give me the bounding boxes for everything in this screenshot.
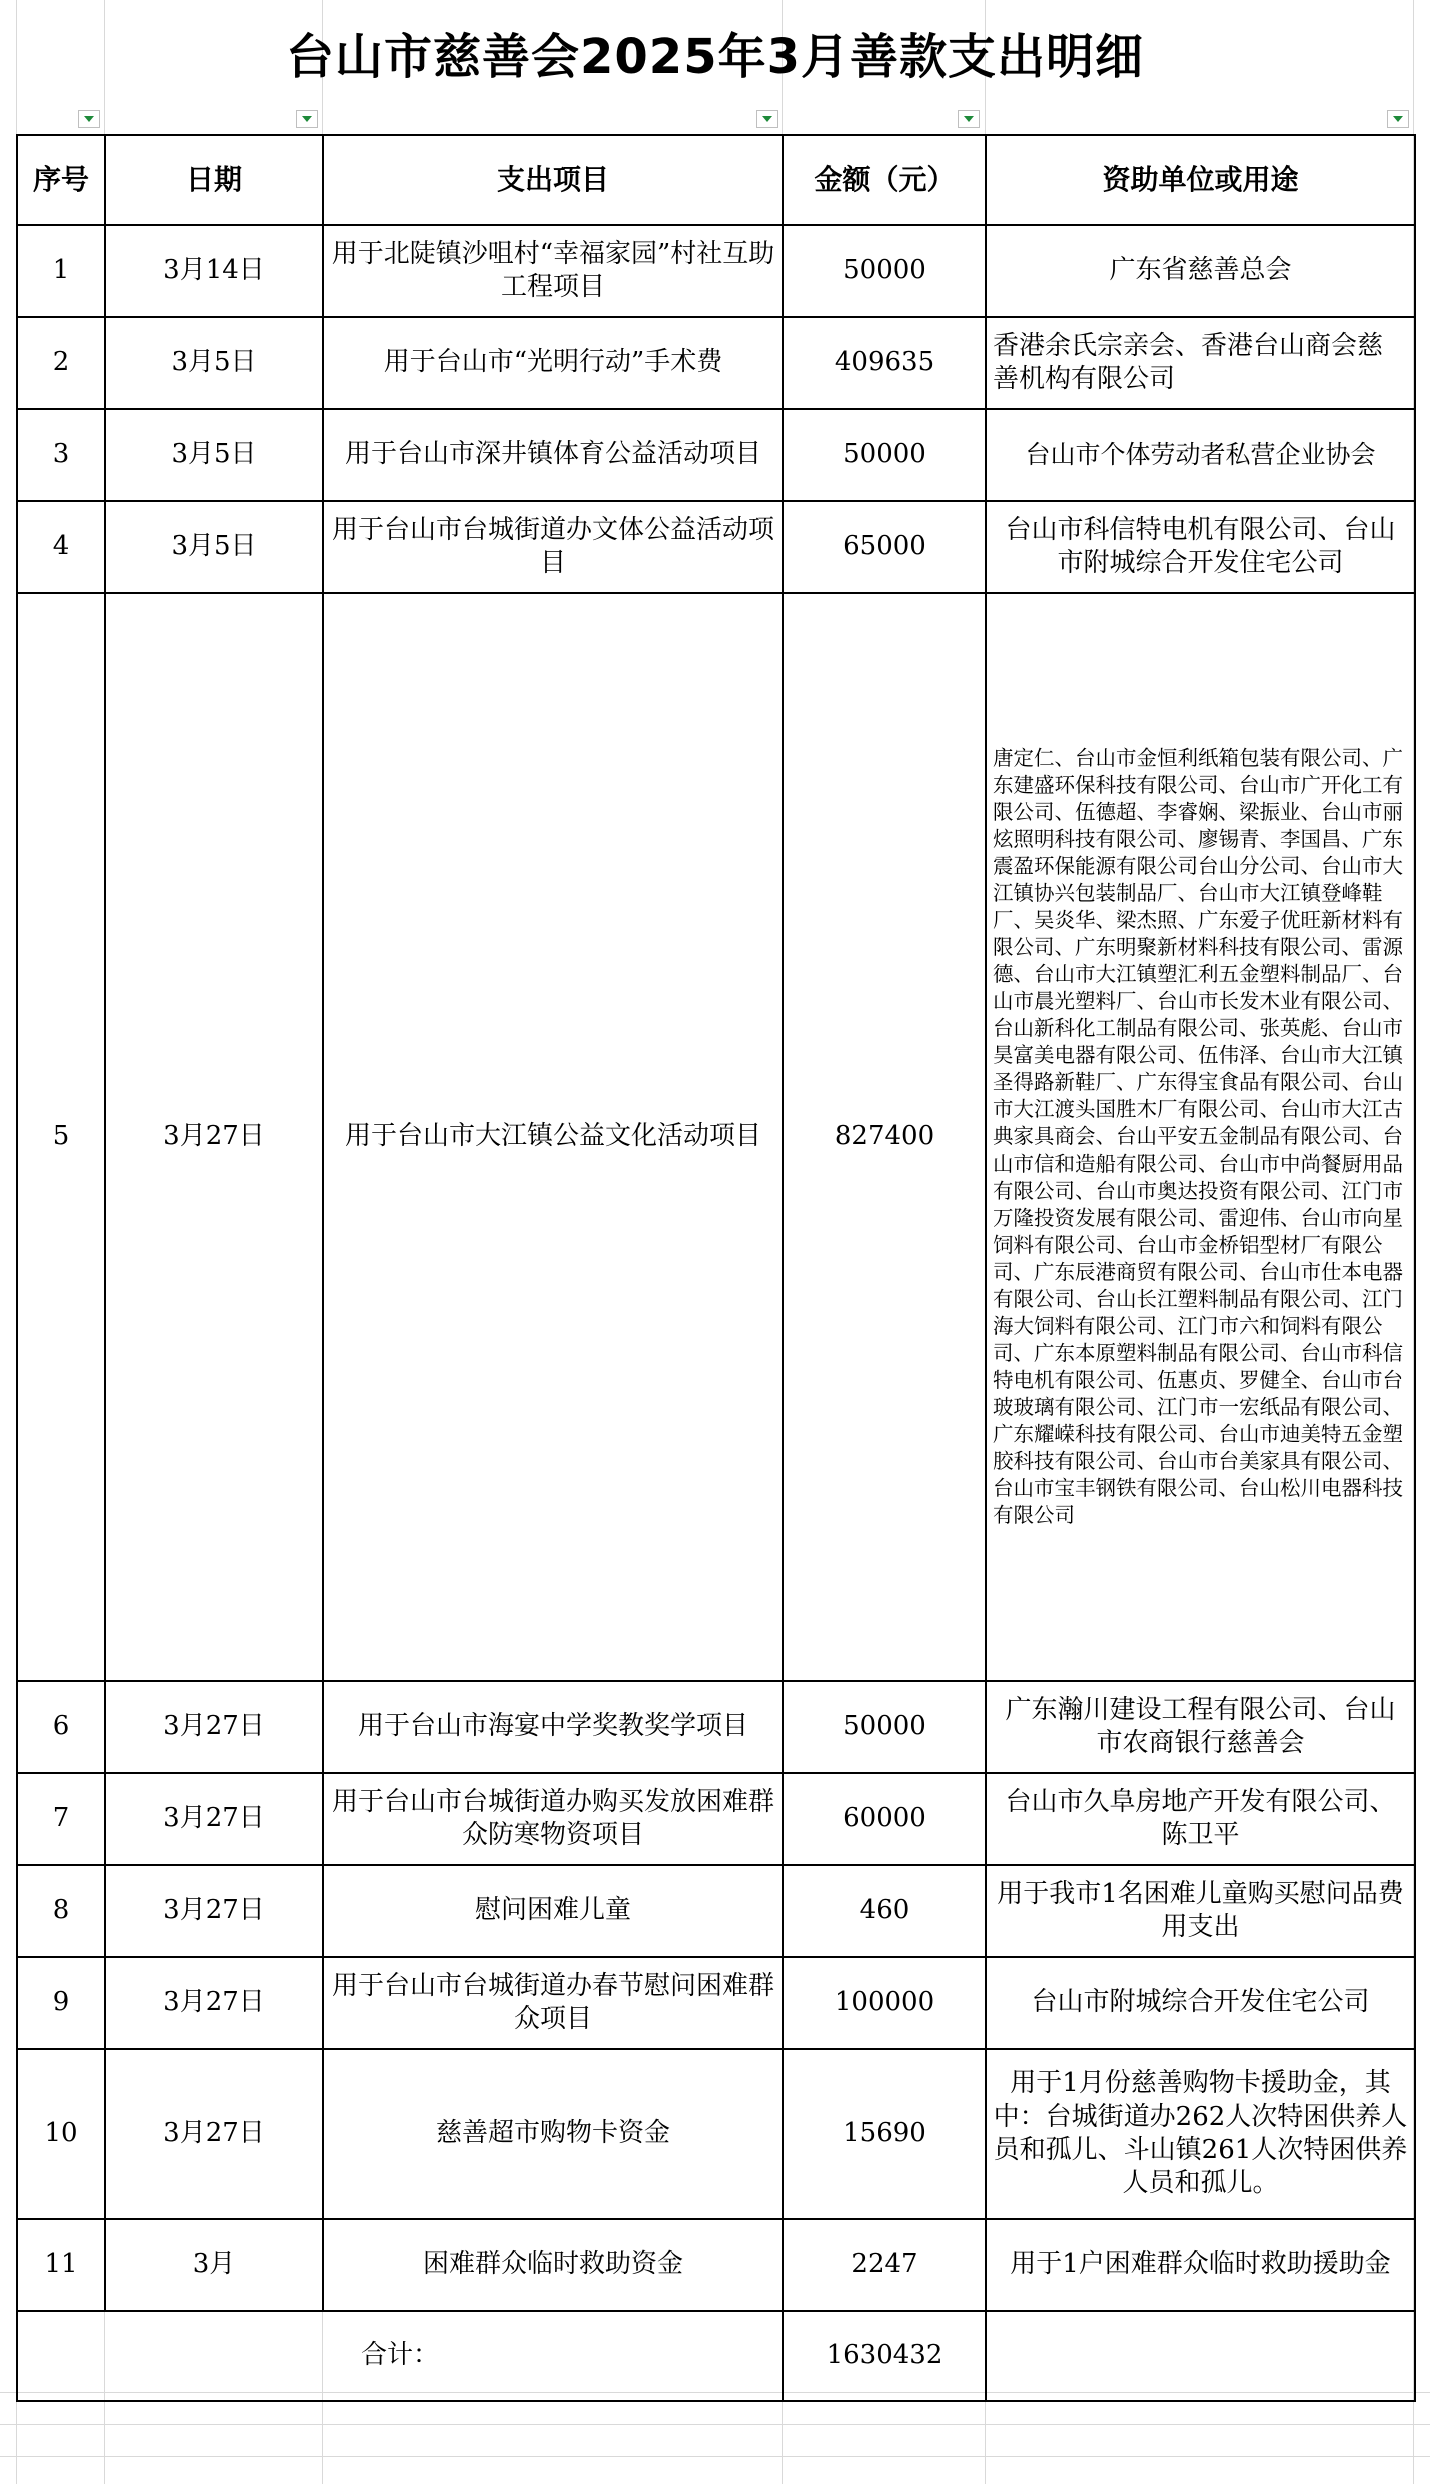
- cell-donor: 台山市个体劳动者私营企业协会: [986, 409, 1415, 501]
- cell-amount: 409635: [783, 317, 986, 409]
- header-item: 支出项目: [323, 135, 783, 225]
- header-date: 日期: [105, 135, 323, 225]
- cell-no: 1: [17, 225, 105, 317]
- cell-amount: 827400: [783, 593, 986, 1681]
- cell-donor: 用于1户困难群众临时救助援助金: [986, 2219, 1415, 2311]
- table-row: [17, 2219, 1415, 2311]
- cell-donor: 台山市附城综合开发住宅公司: [986, 1957, 1415, 2049]
- cell-donor: 用于1月份慈善购物卡援助金，其中：台城街道办262人次特困供养人员和孤儿、斗山镇261人次特困供养人员和孤儿。: [986, 2049, 1415, 2219]
- cell-item: 慰问困难儿童: [323, 1865, 783, 1957]
- header-donor: 资助单位或用途: [986, 135, 1415, 225]
- cell-no: 8: [17, 1865, 105, 1957]
- cell-no: 3: [17, 409, 105, 501]
- cell-item: 用于台山市深井镇体育公益活动项目: [323, 409, 783, 501]
- table-row: [17, 1957, 1415, 2049]
- cell-amount: 60000: [783, 1773, 986, 1865]
- cell-no: 7: [17, 1773, 105, 1865]
- cell-item: 用于台山市台城街道办购买发放困难群众防寒物资项目: [323, 1773, 783, 1865]
- table-row: [17, 1773, 1415, 1865]
- cell-donor: 广东瀚川建设工程有限公司、台山市农商银行慈善会: [986, 1681, 1415, 1773]
- sheet-title: 台山市慈善会2025年3月善款支出明细: [286, 29, 1144, 85]
- cell-amount: 100000: [783, 1957, 986, 2049]
- cell-item: 用于台山市海宴中学奖教奖学项目: [323, 1681, 783, 1773]
- cell-donor: 台山市科信特电机有限公司、台山市附城综合开发住宅公司: [986, 501, 1415, 593]
- filter-dropdown-icon[interactable]: [958, 110, 980, 128]
- table-row: [17, 1865, 1415, 1957]
- cell-donor: 用于我市1名困难儿童购买慰问品费用支出: [986, 1865, 1415, 1957]
- filter-dropdown-icon[interactable]: [78, 110, 100, 128]
- cell-amount: 50000: [783, 409, 986, 501]
- table-row: [17, 409, 1415, 501]
- cell-amount: 50000: [783, 225, 986, 317]
- table-row: [17, 593, 1415, 1681]
- header-no: 序号: [17, 135, 105, 225]
- expenditure-table: [16, 134, 1416, 2402]
- cell-no: 11: [17, 2219, 105, 2311]
- cell-date: 3月27日: [105, 1865, 323, 1957]
- cell-amount: 65000: [783, 501, 986, 593]
- cell-date: 3月27日: [105, 1773, 323, 1865]
- cell-amount: 50000: [783, 1681, 986, 1773]
- table-row: [17, 501, 1415, 593]
- cell-no: 5: [17, 593, 105, 1681]
- filter-dropdown-icon[interactable]: [756, 110, 778, 128]
- cell-no: 10: [17, 2049, 105, 2219]
- cell-date: 3月27日: [105, 593, 323, 1681]
- filter-dropdown-icon[interactable]: [296, 110, 318, 128]
- cell-item: 用于台山市台城街道办春节慰问困难群众项目: [323, 1957, 783, 2049]
- total-row: [17, 2311, 1415, 2401]
- cell-donor: 香港余氏宗亲会、香港台山商会慈善机构有限公司: [986, 317, 1415, 409]
- cell-date: 3月: [105, 2219, 323, 2311]
- cell-no: 9: [17, 1957, 105, 2049]
- total-label: 合计：: [17, 2311, 783, 2401]
- cell-no: 4: [17, 501, 105, 593]
- cell-date: 3月5日: [105, 317, 323, 409]
- cell-date: 3月27日: [105, 1957, 323, 2049]
- cell-date: 3月27日: [105, 1681, 323, 1773]
- table-row: [17, 1681, 1415, 1773]
- cell-date: 3月14日: [105, 225, 323, 317]
- cell-item: 用于台山市大江镇公益文化活动项目: [323, 593, 783, 1681]
- header-amount: 金额（元）: [783, 135, 986, 225]
- cell-item: 慈善超市购物卡资金: [323, 2049, 783, 2219]
- cell-no: 2: [17, 317, 105, 409]
- cell-item: 用于台山市台城街道办文体公益活动项目: [323, 501, 783, 593]
- cell-date: 3月5日: [105, 501, 323, 593]
- cell-item: 用于台山市“光明行动”手术费: [323, 317, 783, 409]
- cell-no: 6: [17, 1681, 105, 1773]
- filter-dropdown-icon[interactable]: [1387, 110, 1409, 128]
- total-empty: [986, 2311, 1415, 2401]
- cell-item: 用于北陡镇沙咀村“幸福家园”村社互助工程项目: [323, 225, 783, 317]
- cell-donor: 广东省慈善总会: [986, 225, 1415, 317]
- cell-amount: 460: [783, 1865, 986, 1957]
- total-amount: 1630432: [783, 2311, 986, 2401]
- cell-donor: 台山市久阜房地产开发有限公司、陈卫平: [986, 1773, 1415, 1865]
- cell-date: 3月27日: [105, 2049, 323, 2219]
- cell-item: 困难群众临时救助资金: [323, 2219, 783, 2311]
- cell-date: 3月5日: [105, 409, 323, 501]
- table-row: [17, 225, 1415, 317]
- cell-donor: 唐定仁、台山市金恒利纸箱包装有限公司、广东建盛环保科技有限公司、台山市广开化工有限公司、伍德超、李睿娴、梁振业、台山市丽炫照明科技有限公司、廖锡青、李国昌、广东震盈环保能源有限公司台山分公司、台山市大江镇协兴包装制品厂、台山市大江镇登峰鞋厂、吴炎华、梁杰照、广东爱子优旺新材料有限公司、广东明聚新材料科技有限公司、雷源德、台山市大江镇塑汇利五金塑料制品厂、台山市晨光塑料厂、台山市长发木业有限公司、台山新科化工制品有限公司、张英彪、台山市昊富美电器有限公司、伍伟泽、台山市大江镇圣得路新鞋厂、广东得宝食品有限公司、台山市大江渡头国胜木厂有限公司、台山市大江古典家具商会、台山平安五金制品有限公司、台山市信和造船有限公司、台山市中尚餐厨用品有限公司、台山市奥达投资有限公司、江门市万隆投资发展有限公司、雷迎伟、台山市向星饲料有限公司、台山市金桥铝型材厂有限公司、广东辰港商贸有限公司、台山市仕本电器有限公司、台山长江塑料制品有限公司、江门海大饲料有限公司、江门市六和饲料有限公司、广东本原塑料制品有限公司、台山市科信特电机有限公司、伍惠贞、罗健全、台山市台玻玻璃有限公司、江门市一宏纸品有限公司、广东耀嵘科技有限公司、台山市迪美特五金塑胶科技有限公司、台山市台美家具有限公司、台山市宝丰钢铁有限公司、台山松川电器科技有限公司: [986, 593, 1415, 1681]
- header-row: [17, 135, 1415, 225]
- cell-amount: 2247: [783, 2219, 986, 2311]
- cell-amount: 15690: [783, 2049, 986, 2219]
- table-row: [17, 317, 1415, 409]
- table-row: [17, 2049, 1415, 2219]
